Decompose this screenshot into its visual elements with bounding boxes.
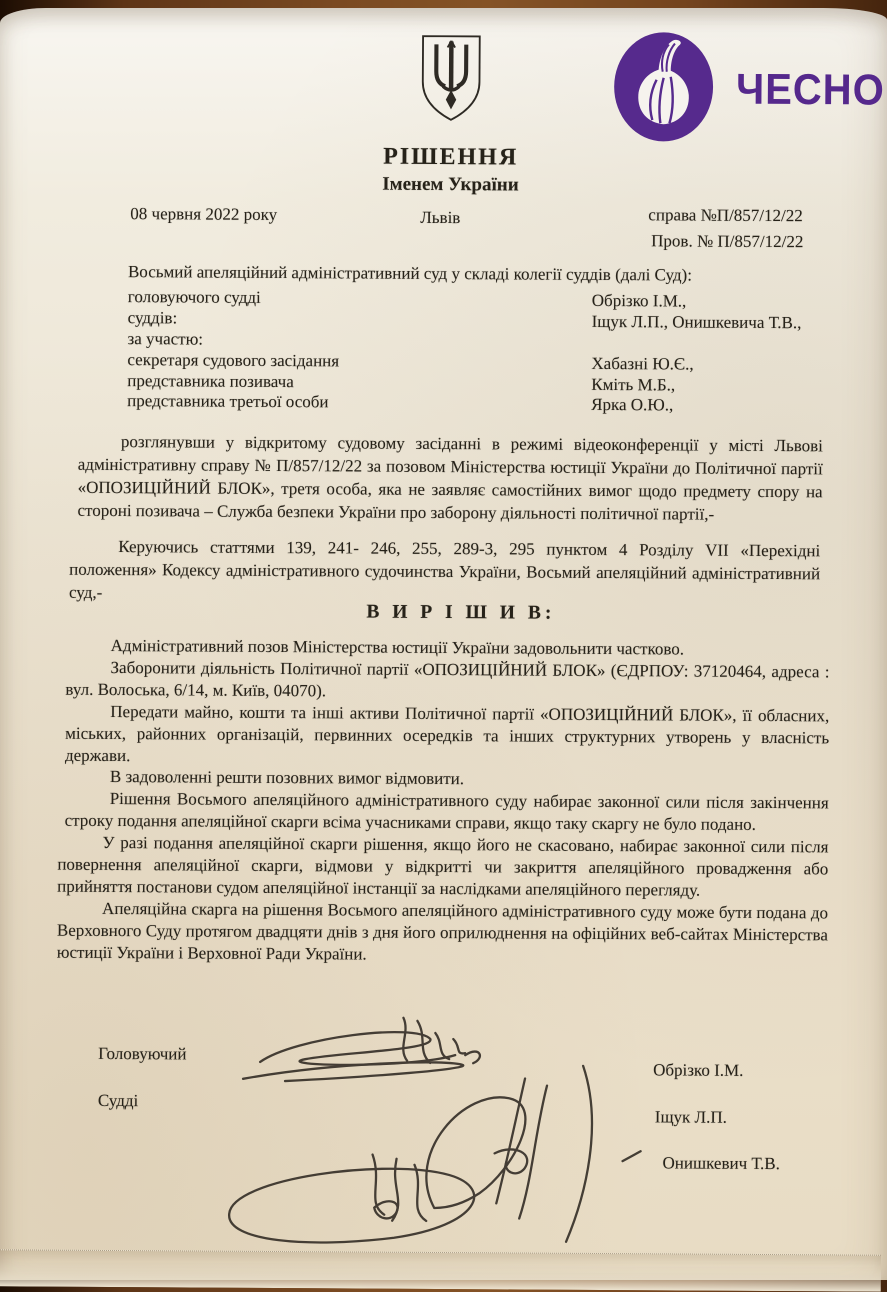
resolution-heading: В И Р І Ш И В: (366, 601, 556, 624)
signature-name: Обрізко І.М. (653, 1060, 744, 1080)
signature-role-judges: Судді (97, 1090, 139, 1111)
resolution-paragraph: Рішення Восьмого апеляційного адміністративного суду набирає законної сили після закінчення строку подання апеляційної скарги всіма учасниками справи, якщо таку скаргу не було подано. (64, 789, 829, 835)
court-row-label: представника третьої особи (127, 391, 329, 412)
court-row-label: за участю: (127, 328, 204, 349)
decision-date: 08 червня 2022 року (130, 204, 278, 225)
court-row-value: Хабазні Ю.Є., (591, 353, 694, 374)
case-number: справа №П/857/12/22 (648, 205, 803, 226)
garlic-logo-icon (613, 31, 715, 143)
resolution-paragraph: Адміністративний позов Міністерства юстиції України задовольнити частково. (110, 635, 685, 659)
preamble-paragraph: Керуючись статтями 139, 241- 246, 255, 289-3, 295 пунктом 4 Розділу VII «Перехідні положення» Кодексу адміністративного судочинства України, Восьмий апеляційний адміністративний суд,- (68, 537, 821, 602)
resolution-paragraph: Апеляційна скарга на рішення Восьмого апеляційного адміністративного суду може бути подана до Верховного Суду протягом двадцяти днів з дня його оприлюднення на офіційних веб-сайтах Міністерства юстиції України і Верховної Ради України. (56, 898, 829, 964)
tick-mark-icon (623, 1151, 641, 1161)
document-title: РІШЕННЯ (383, 143, 519, 171)
court-row-label: представника позивача (127, 370, 294, 391)
court-row-value: Обрізко І.М., (591, 290, 687, 311)
proceeding-number: Пров. № П/857/12/22 (651, 231, 804, 252)
court-row-value: Кміть М.Б., (591, 374, 676, 395)
signature-role-presiding: Головуючий (98, 1043, 187, 1064)
preamble-paragraph: розглянувши у відкритому судовому засіданні в режимі відеоконференції у місті Львові адміністративну справу № П/857/12/22 за позовом Міністерства юстиції України до Політичної партії «ОПОЗИЦІЙНИЙ БЛОК», третя особа, яка не заявляє самостійних вимог щодо предмету спору на стороні позивача – Служба безпеки України про заборону діяльності політичної партії,- (77, 432, 823, 524)
ukraine-trident-emblem-icon (417, 34, 486, 122)
resolution-paragraph: Заборонити діяльність Політичної партії «ОПОЗИЦІЙНИЙ БЛОК» (ЄДРПОУ: 37120464, адреса : вул. Волоська, 6/14, м. Київ, 04070). (65, 657, 830, 701)
handwritten-signatures (134, 1001, 756, 1255)
document-subtitle: Іменем України (382, 173, 519, 196)
court-row-value: Ярка О.Ю., (591, 395, 674, 415)
court-composition-table (127, 287, 828, 417)
resolution-paragraph: У разі подання апеляційної скарги рішення, якщо його не скасовано, набирає законної сили після повернення апеляційної скарги, відмови у відкритті чи закриття апеляційного провадження або прийняття постанови судом апеляційної інстанції за наслідками апеляційного перегляду. (57, 833, 829, 900)
decision-city: Львів (420, 207, 461, 228)
court-row (127, 392, 827, 417)
court-row-value: Іщук Л.П., Онишкевича Т.В., (591, 311, 802, 333)
signature-icon (243, 1017, 480, 1082)
court-row-label: суддів: (127, 307, 178, 328)
page-bottom-edge (0, 1249, 881, 1291)
signature-icon (426, 1065, 592, 1242)
court-composition-intro: Восьмий апеляційний адміністративний суд у складі колегії суддів (далі Суд): (127, 262, 693, 285)
resolution-paragraph: Передати майно, кошти та інші активи Політичної партії «ОПОЗИЦІЙНИЙ БЛОК», її обласних, міських, районних організацій, первинних осередків та інших структурних утворень у власність держави. (64, 701, 830, 765)
paper-sheet (0, 8, 887, 1280)
signature-icon (229, 1154, 474, 1244)
document-content (0, 5, 887, 1282)
signature-name: Онишкевич Т.В. (662, 1153, 780, 1174)
court-row-label: секретаря судового засідання (127, 349, 340, 371)
resolution-body (56, 635, 830, 968)
court-row-label: головуючого судді (127, 287, 261, 307)
signature-name: Іщук Л.П. (654, 1107, 727, 1127)
resolution-paragraph: В задоволенні решти позовних вимог відмовити. (109, 767, 465, 789)
chesno-wordmark: ЧЕСНО (735, 65, 885, 115)
